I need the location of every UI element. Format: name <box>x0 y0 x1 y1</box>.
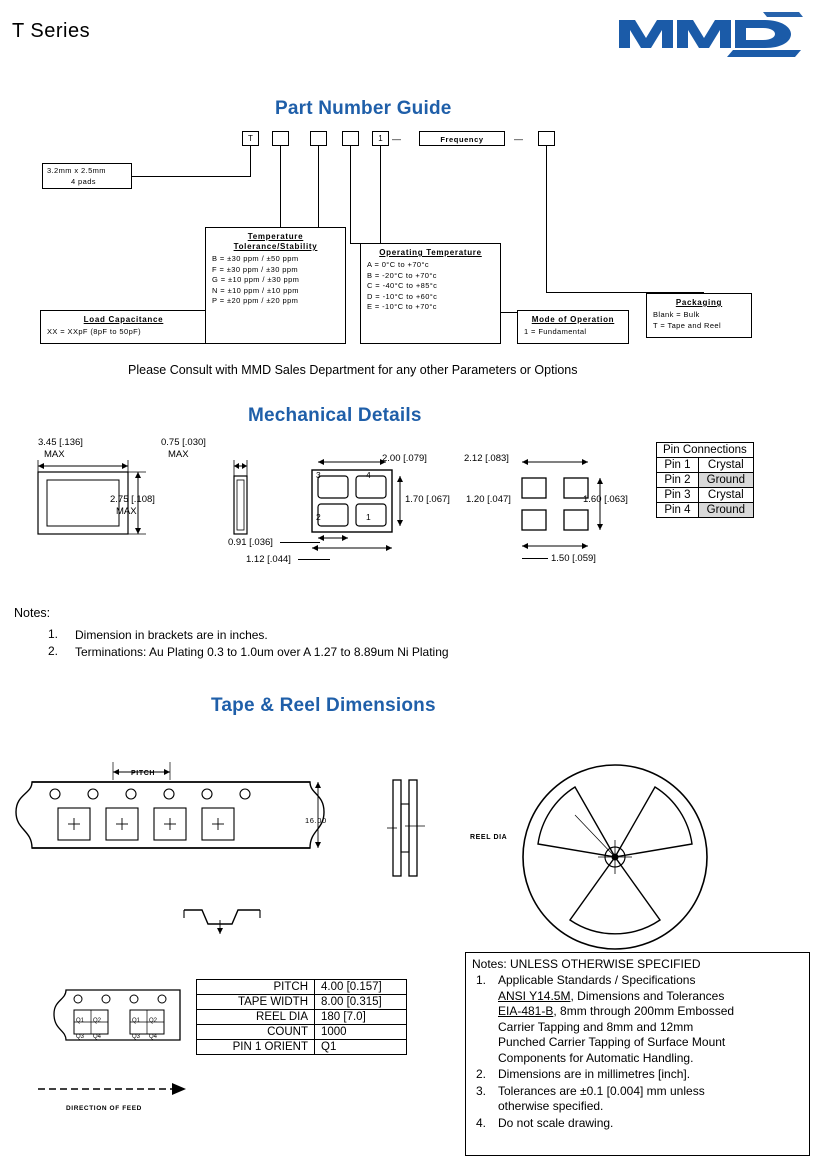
tape-width-label: 16.00 <box>305 816 327 825</box>
section-heading-tape-reel: Tape & Reel Dimensions <box>211 695 436 716</box>
spec-note-3: 3. Tolerances are ±0.1 [0.004] mm unless otherwise specified. <box>476 1083 705 1113</box>
pad-number-1: 1 <box>366 512 371 522</box>
mechanical-top-view <box>14 436 194 554</box>
quadrant-q2-b: Q2 <box>149 1018 158 1024</box>
note-number: 2. <box>48 644 59 658</box>
mmd-logo <box>613 10 803 58</box>
reel-dia-label: REEL DIA <box>470 834 508 841</box>
pad-number-3: 3 <box>316 470 321 480</box>
section-heading-part-number: Part Number Guide <box>275 98 452 119</box>
pin-table-title: Pin Connections <box>657 443 754 458</box>
spec-note-1: 1. Applicable Standards / Specifications ANSI Y14.5M, Dimensions and Tolerances EIA-481-B, 8mm through 200mm Embossed Carrier Tapping and 8mm and 12mm Punched Carrier Tapping of Surface Mount Components for Automatic Handling. <box>476 973 735 1065</box>
table-row: TAPE WIDTH 8.00 [0.315] <box>197 995 407 1010</box>
section-heading-mechanical: Mechanical Details <box>248 405 422 426</box>
dim-pad-b: 1.12 [.044] <box>246 554 291 565</box>
direction-of-feed-label: DIRECTION OF FEED <box>66 1105 142 1112</box>
pn-load-capacitance-box: Load Capacitance XX = XXpF (8pF to 50pF) <box>40 310 207 344</box>
leader-line <box>132 176 251 177</box>
note-text: Terminations: Au Plating 0.3 to 1.0um over A 1.27 to 8.89um Ni Plating <box>75 645 449 659</box>
pn-mode-box: Mode of Operation 1 = Fundamental <box>517 310 629 344</box>
quadrant-q1-b: Q1 <box>132 1018 141 1024</box>
table-row: REEL DIA 180 [7.0] <box>197 1010 407 1025</box>
pn-char-pkg <box>538 131 555 146</box>
quadrant-q1: Q1 <box>76 1018 85 1024</box>
dim-pad-d: 1.70 [.067] <box>405 494 450 505</box>
table-row: Pin 4 Ground <box>657 503 754 518</box>
tape-strip-drawing <box>10 760 330 880</box>
quadrant-q4: Q4 <box>93 1034 102 1040</box>
pn-char-3 <box>310 131 327 146</box>
table-row: PITCH 4.00 [0.157] <box>197 980 407 995</box>
quadrant-q4-b: Q4 <box>149 1034 158 1040</box>
dim-side-height: 0.75 [.030] <box>161 437 206 448</box>
spec-notes-box <box>465 952 810 1156</box>
spec-note-4: 4. Do not scale drawing. <box>476 1115 614 1130</box>
table-row: Pin 3 Crystal <box>657 488 754 503</box>
page-title: T Series <box>12 20 91 42</box>
leader-line <box>350 146 351 243</box>
pad-number-4: 4 <box>366 470 371 480</box>
pn-dash-1: — <box>392 134 401 144</box>
dim-pad-c: 2.00 [.079] <box>382 453 427 464</box>
pn-char-4 <box>342 131 359 146</box>
pn-temperature-box: Temperature Tolerance/Stability B = ±30 ppm / ±50 ppm F = ±30 ppm / ±30 ppm G = ±10 ppm / ±30 ppm N = ±10 ppm / ±10 ppm P = ±20 ppm / ±20 ppm <box>205 227 346 344</box>
tape-pitch-label: PITCH <box>131 770 155 777</box>
dim-pad-f: 1.20 [.047] <box>466 494 511 505</box>
quadrant-q2: Q2 <box>93 1018 102 1024</box>
pn-char-t: T <box>242 131 259 146</box>
table-row: Pin 1 Crystal <box>657 458 754 473</box>
pn-frequency-box: Frequency <box>419 131 505 146</box>
dim-top-width: 2.75 [.108] <box>110 494 155 505</box>
table-row: Pin 2 Ground <box>657 473 754 488</box>
quadrant-q3-b: Q3 <box>132 1034 141 1040</box>
dim-top-length: 3.45 [.136] <box>38 437 83 448</box>
dim-top-width-max: MAX <box>116 506 137 517</box>
table-row: PIN 1 ORIENT Q1 <box>197 1040 407 1055</box>
pn-packaging-box: Packaging Blank = Bulk T = Tape and Reel <box>646 293 752 338</box>
tape-orientation-drawing <box>48 978 188 1056</box>
dim-side-height-max: MAX <box>168 449 189 460</box>
reel-front-view <box>500 760 730 955</box>
consult-note: Please Consult with MMD Sales Department for any other Parameters or Options <box>128 363 578 377</box>
dim-pad-h: 1.50 [.059] <box>551 553 596 564</box>
spec-note-2: 2. Dimensions are in millimetres [inch]. <box>476 1067 691 1081</box>
dim-leader <box>280 542 320 543</box>
tape-cross-section <box>180 898 280 940</box>
dim-pad-e: 2.12 [.083] <box>464 453 509 464</box>
pn-dash-2: — <box>514 134 523 144</box>
notes-title: Notes: <box>14 606 51 620</box>
spec-notes-title: Notes: UNLESS OTHERWISE SPECIFIED <box>472 957 701 971</box>
dim-pad-a: 0.91 [.036] <box>228 537 273 548</box>
quadrant-q3: Q3 <box>76 1034 85 1040</box>
leader-line <box>546 146 547 292</box>
pn-char-5: 1 <box>372 131 389 146</box>
pn-operating-temperature-box: Operating Temperature A = 0°C to +70°c B = -20°C to +70°c C = -40°C to +85°c D = -10°C to +60°c E = -10°C to +70°c <box>360 243 501 344</box>
dim-leader <box>522 558 548 559</box>
leader-line <box>318 146 319 227</box>
pad-number-2: 2 <box>316 512 321 522</box>
tape-spec-table <box>196 979 407 1055</box>
pn-char-2 <box>272 131 289 146</box>
note-number: 1. <box>48 627 59 641</box>
reel-side-view <box>375 770 435 890</box>
dim-leader <box>298 559 330 560</box>
note-text: Dimension in brackets are in inches. <box>75 628 268 642</box>
direction-of-feed-arrow <box>38 1082 188 1096</box>
dim-pad-g: 1.60 [.063] <box>583 494 628 505</box>
dim-top-length-max: MAX <box>44 449 65 460</box>
leader-line <box>250 146 251 176</box>
pn-package-note: 3.2mm x 2.5mm 4 pads <box>42 163 132 189</box>
pin-connections-table <box>656 442 754 518</box>
table-row: COUNT 1000 <box>197 1025 407 1040</box>
